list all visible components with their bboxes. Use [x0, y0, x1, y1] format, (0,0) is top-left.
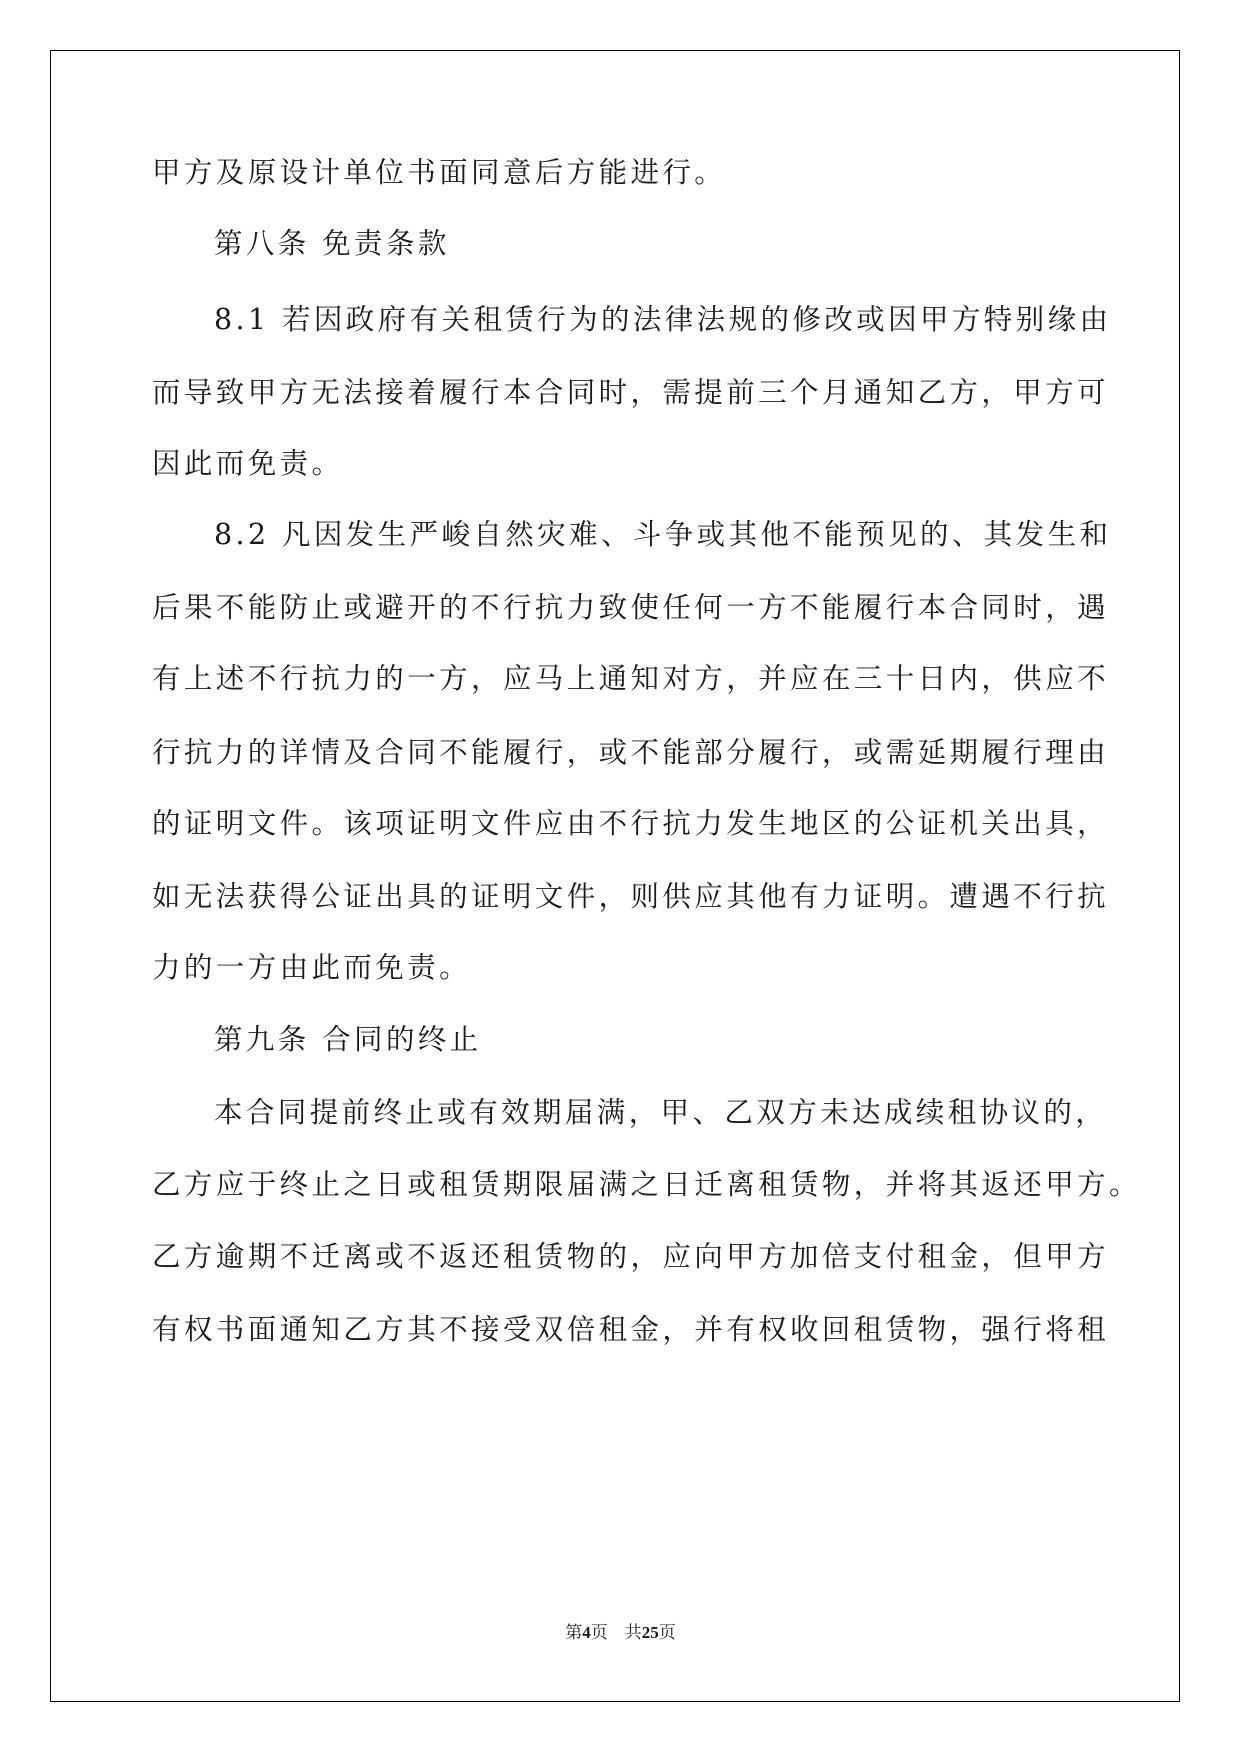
footer-total-suffix: 页	[658, 1623, 676, 1642]
footer-page-suffix: 页	[590, 1623, 608, 1642]
footer-total-prefix: 共	[624, 1623, 642, 1642]
text-line: 8.1 若因政府有关租赁行为的法律法规的修改或因甲方特别缘由	[214, 303, 1112, 336]
page-border	[50, 50, 1180, 1702]
text-line: 8.2 凡因发生严峻自然灾难、斗争或其他不能预见的、其发生和	[214, 518, 1112, 551]
text-line: 后果不能防止或避开的不行抗力致使任何一方不能履行本合同时，遇	[152, 591, 1110, 624]
section-heading-9: 第九条 合同的终止	[214, 1023, 482, 1056]
text-line: 而导致甲方无法接着履行本合同时，需提前三个月通知乙方，甲方可	[152, 376, 1110, 409]
section-heading-8: 第八条 免责条款	[214, 227, 450, 260]
text-line: 乙方逾期不迁离或不返还租赁物的，应向甲方加倍支付租金，但甲方	[152, 1240, 1110, 1273]
text-line: 有权书面通知乙方其不接受双倍租金，并有权收回租赁物，强行将租	[152, 1313, 1110, 1346]
text-line: 有上述不行抗力的一方，应马上通知对方，并应在三十日内，供应不	[152, 662, 1110, 695]
text-line: 如无法获得公证出具的证明文件，则供应其他有力证明。遭遇不行抗	[152, 880, 1110, 913]
text-line: 因此而免责。	[152, 447, 344, 480]
footer-total-pages: 25	[641, 1623, 659, 1642]
page-footer	[0, 1618, 1241, 1643]
text-line: 本合同提前终止或有效期届满，甲、乙双方未达成续租协议的，	[214, 1096, 1108, 1129]
footer-page-number: 4	[582, 1623, 591, 1642]
text-line: 甲方及原设计单位书面同意后方能进行。	[152, 156, 727, 189]
text-line: 乙方应于终止之日或租赁期限届满之日迁离租赁物，并将其返还甲方。	[152, 1168, 1141, 1201]
text-line: 力的一方由此而免责。	[152, 951, 472, 984]
footer-prefix: 第	[565, 1623, 583, 1642]
text-line: 的证明文件。该项证明文件应由不行抗力发生地区的公证机关出具，	[152, 807, 1110, 840]
text-line: 行抗力的详情及合同不能履行，或不能部分履行，或需延期履行理由	[152, 736, 1110, 769]
